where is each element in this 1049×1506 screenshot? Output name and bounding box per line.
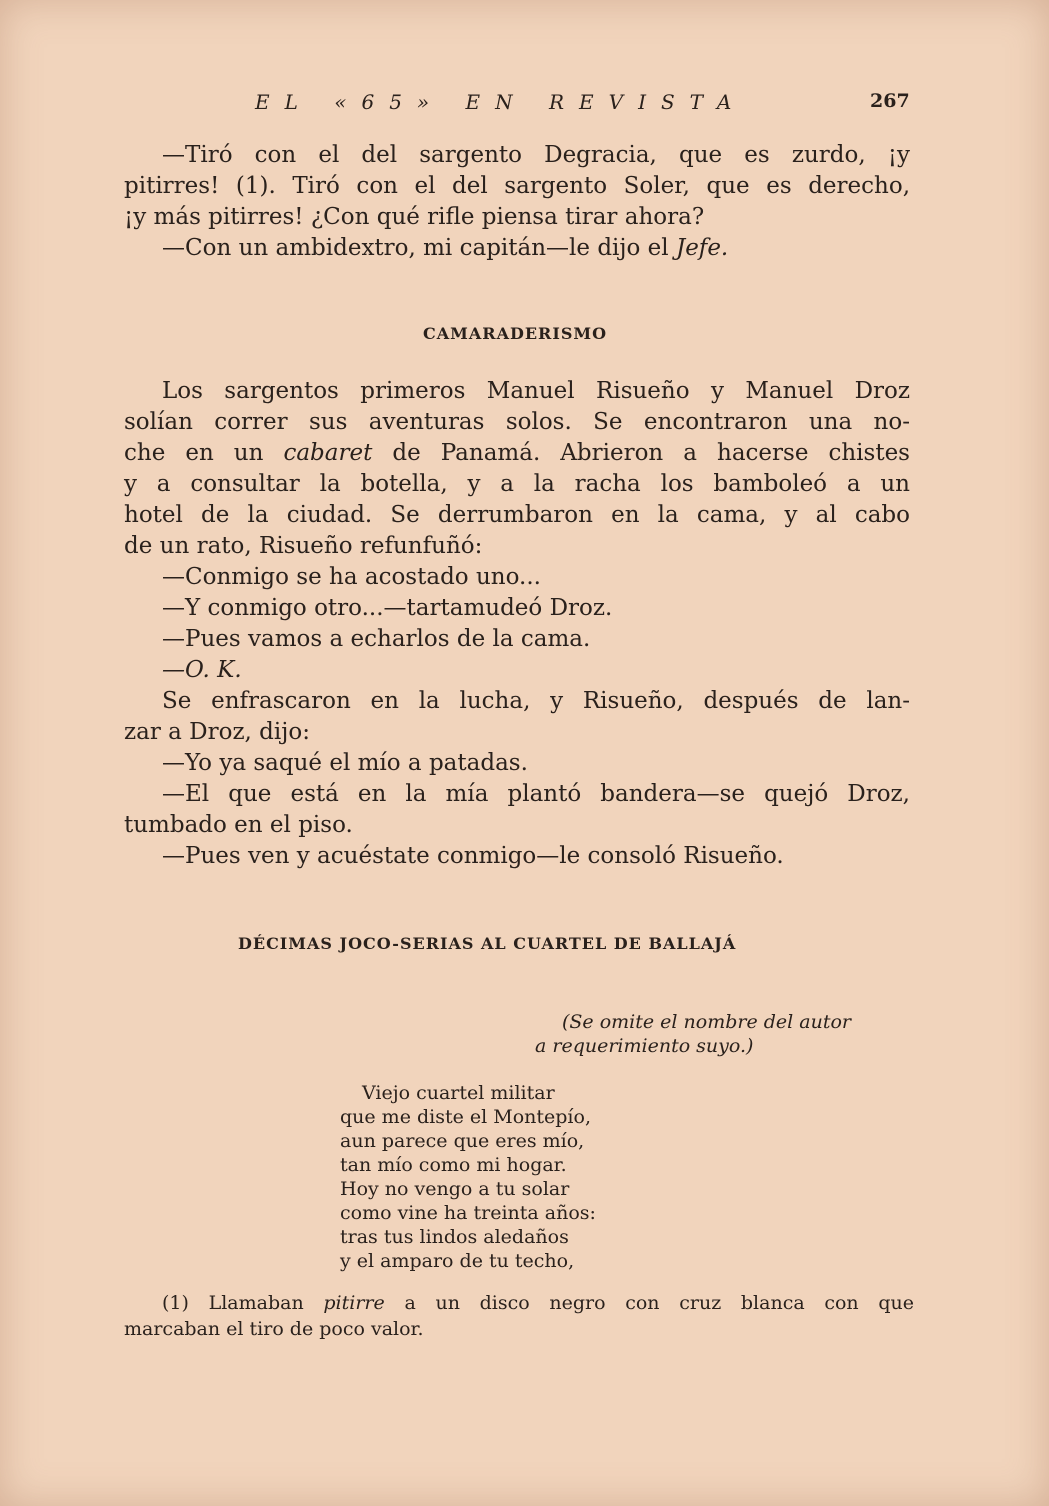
verse-line: como vine ha treinta años: [340,1202,596,1224]
text-fragment: a un disco negro con cruz blanca con que [384,1292,914,1314]
footnote-line [124,1290,914,1316]
dialogue-line: —Yo ya saqué el mío a patadas. [162,750,528,776]
section-heading-camaraderismo: CAMARADERISMO [423,324,608,343]
verse-line: aun parece que eres mío, [340,1130,585,1152]
text-fragment: de Panamá. Abrieron a hacerse chistes [372,440,910,466]
text-line: hotel de la ciudad. Se derrumbaron en la cama, y al cabo [124,502,910,528]
text-line: zar a Droz, dijo: [124,719,310,745]
verse-line: tras tus lindos aledaños [340,1226,569,1248]
text-line: Los sargentos primeros Manuel Risueño y Manuel Droz [162,378,910,404]
text-line: solían correr sus aventuras solos. Se encontraron una no- [124,409,910,435]
dialogue-line: —El que está en la mía plantó bandera—se quejó Droz, [162,781,910,807]
text-line: y a consultar la botella, y a la racha los bamboleó a un [124,471,910,497]
text-fragment: (1) Llamaban [162,1292,324,1314]
decima-verse [340,1081,680,1273]
verse-line: tan mío como mi hogar. [340,1154,567,1176]
author-note [535,1010,915,1058]
page-number: 267 [870,90,910,112]
text-line: —Tiró con el del sargento Degracia, que es zurdo, ¡y [162,142,910,168]
dialogue-line: —Pues ven y acuéstate conmigo—le consoló Risueño. [162,843,784,869]
cabaret-word: cabaret [283,440,373,466]
running-head-title: EL «65» EN REVISTA [255,90,747,114]
text-line: ¡y más pitirres! ¿Con qué rifle piensa tirar ahora? [124,204,705,230]
text-line: de un rato, Risueño refunfuñó: [124,533,483,559]
footnote-line: marcaban el tiro de poco valor. [124,1318,424,1340]
verse-line: que me diste el Montepío, [340,1106,591,1128]
dialogue-line: —Conmigo se ha acostado uno... [162,564,541,590]
footnote [124,1290,914,1342]
verse-line: Viejo cuartel militar [362,1082,555,1104]
text-line: pitirres! (1). Tiró con el del sargento Soler, que es derecho, [124,173,910,199]
verse-line: Hoy no vengo a tu solar [340,1178,570,1200]
dialogue-line: —Y conmigo otro...—tartamudeó Droz. [162,595,613,621]
text-line [124,233,910,264]
dialogue-line: —Pues vamos a echarlos de la cama. [162,626,591,652]
verse-line: y el amparo de tu techo, [340,1250,575,1272]
dialogue-line: —O. K. [162,657,242,683]
dialogue-line: tumbado en el piso. [124,812,353,838]
text-fragment: —Con un ambidextro, mi capitán—le dijo el [162,235,676,261]
anecdote-ending [124,140,910,264]
section-heading-decimas: DÉCIMAS JOCO-SERIAS AL CUARTEL DE BALLAJÁ [238,934,737,953]
camaraderismo-body [124,376,910,872]
pitirre-word: pitirre [323,1292,385,1314]
author-note-line: (Se omite el nombre del autor [562,1011,851,1033]
text-line: Se enfrascaron en la lucha, y Risueño, después de lan- [162,688,910,714]
text-fragment: che en un [124,440,284,466]
author-note-line: a requerimiento suyo.) [535,1035,754,1057]
text-line [124,438,910,469]
jefe-word: Jefe. [675,235,729,261]
